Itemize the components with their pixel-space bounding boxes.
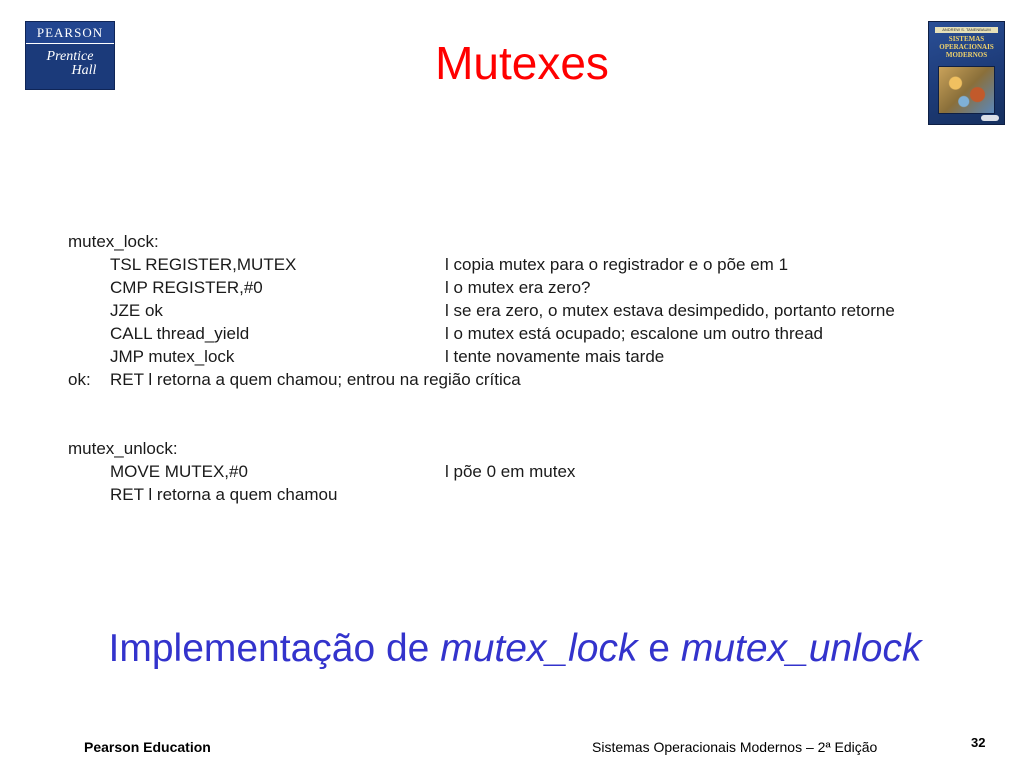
code-label-mutex-lock: mutex_lock: <box>68 232 159 251</box>
code-comment: l copia mutex para o registrador e o põe em 1 <box>445 255 789 274</box>
subtitle-mutex-unlock: mutex_unlock <box>680 627 922 670</box>
code-instruction: RET l retorna a quem chamou; entrou na região crítica <box>110 370 521 389</box>
code-instruction: RET l retorna a quem chamou <box>110 485 338 504</box>
code-comment: l o mutex está ocupado; escalone um outro thread <box>445 324 824 343</box>
code-label-ok: ok: <box>68 370 91 389</box>
code-line-ok <box>68 370 521 393</box>
slide-subtitle <box>0 626 1024 672</box>
logo-line2: Hall <box>71 63 97 78</box>
publisher-mark-icon <box>981 115 999 121</box>
code-instruction: CMP REGISTER,#0 <box>110 278 263 297</box>
footer-publisher: Pearson Education <box>84 739 211 755</box>
code-comment: l o mutex era zero? <box>445 278 591 297</box>
code-comment: l se era zero, o mutex estava desimpedido, portanto retorne <box>445 301 895 320</box>
code-comment: l põe 0 em mutex <box>445 462 576 481</box>
code-label-mutex-unlock: mutex_unlock: <box>68 439 178 458</box>
logo-line1: Prentice <box>46 49 94 64</box>
subtitle-mutex-lock: mutex_lock <box>440 627 638 670</box>
slide-title: Mutexes <box>435 37 609 89</box>
subtitle-middle: e <box>637 627 681 670</box>
code-instruction: JZE ok <box>110 301 163 320</box>
footer-book-title: Sistemas Operacionais Modernos – 2ª Edição <box>592 739 878 755</box>
logo-brand: PEARSON <box>26 22 114 44</box>
subtitle-prefix: Implementação de <box>108 627 441 670</box>
code-instruction: MOVE MUTEX,#0 <box>110 462 248 481</box>
code-instruction: TSL REGISTER,MUTEX <box>110 255 297 274</box>
code-comment: l tente novamente mais tarde <box>445 347 665 366</box>
code-instruction: JMP mutex_lock <box>110 347 235 366</box>
code-instruction: CALL thread_yield <box>110 324 250 343</box>
book-cover-title: SISTEMAS OPERACIONAIS MODERNOS <box>939 35 994 59</box>
book-cover-author: ANDREW S. TANENBAUM <box>935 27 998 33</box>
page-number: 32 <box>971 735 986 750</box>
